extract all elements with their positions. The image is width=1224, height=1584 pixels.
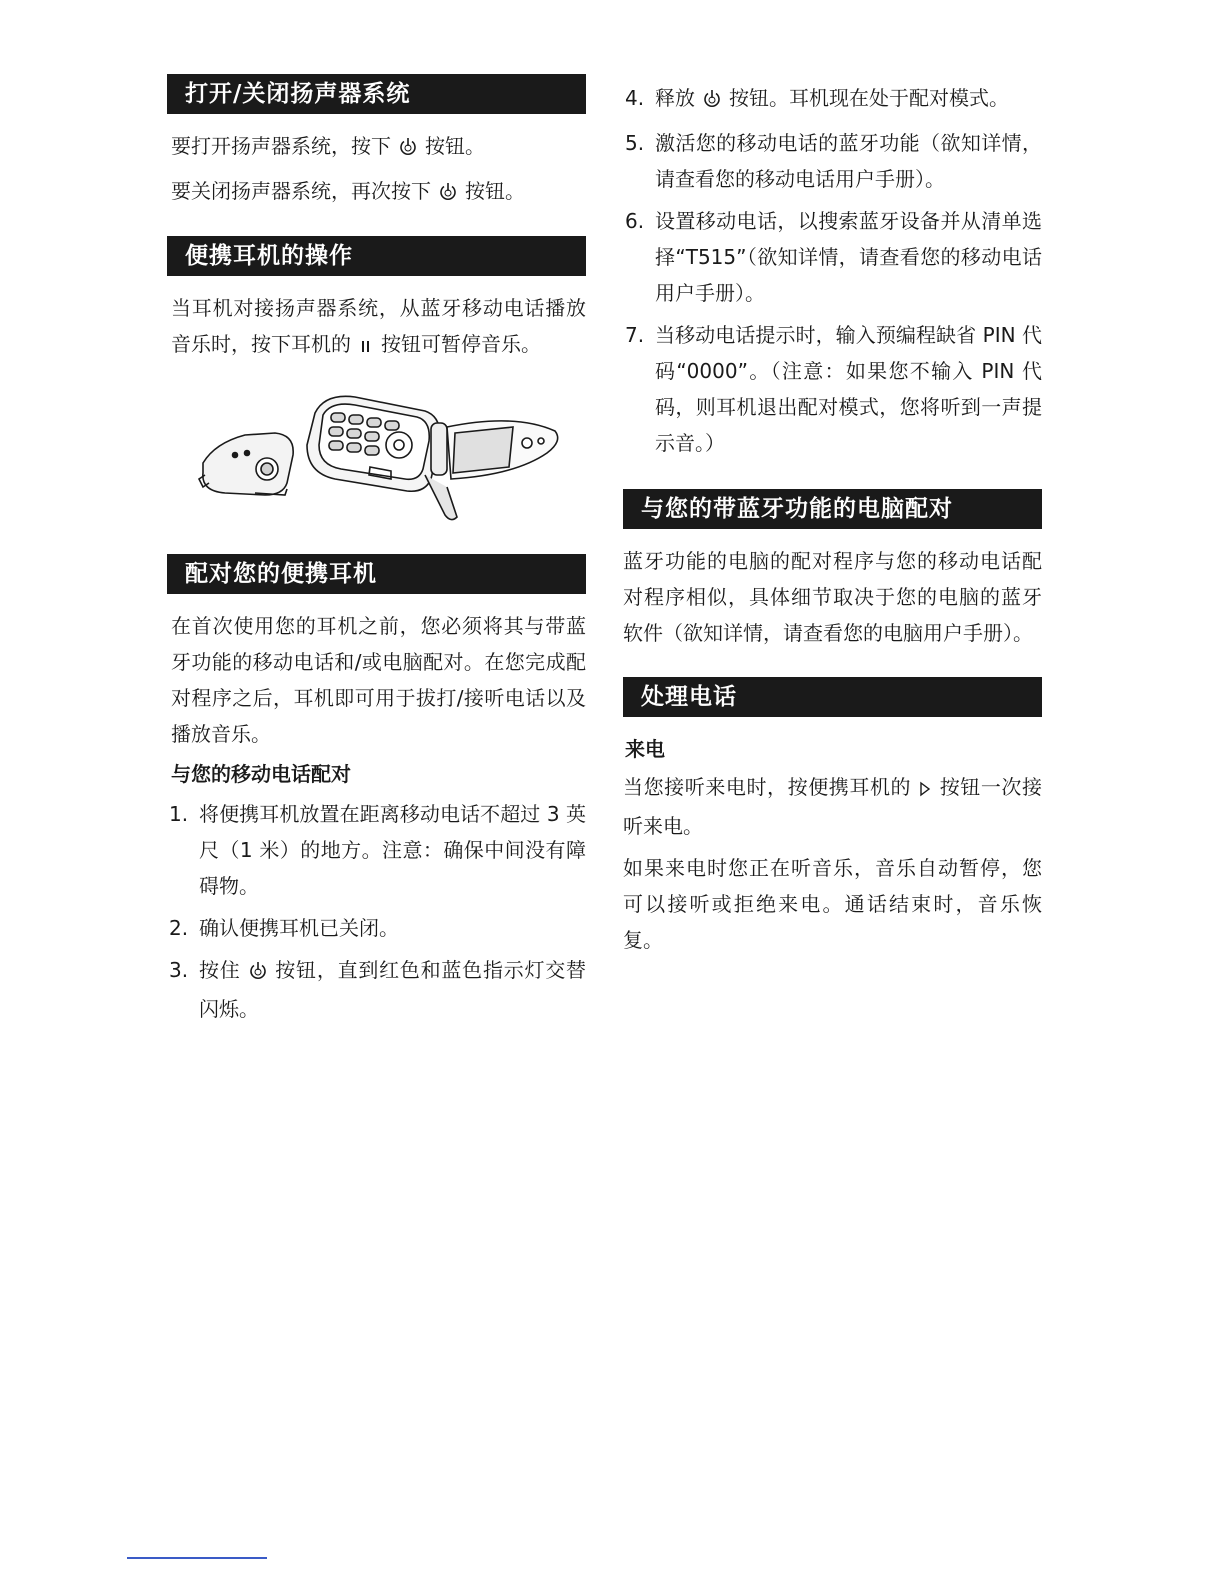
pairing-steps-list [167,796,586,1027]
left-column [167,74,586,1027]
heading-handling-calls: 处理电话 [623,677,1042,717]
heading-pair-computer: 与您的带蓝牙功能的电脑配对 [623,489,1042,529]
subheading-pair-phone: 与您的移动电话配对 [171,762,351,786]
list-item: 6. 设置移动电话，以搜索蓝牙设备并从清单选择“T515”（欲知详情，请查看您的移动电话用户手册）。 [625,209,1042,305]
list-item: 4. 释放 按钮。耳机现在处于配对模式。 [623,80,1042,119]
headset-phone-illustration [167,383,586,528]
pause-icon [359,329,373,365]
heading-pair-headset: 配对您的便携耳机 [167,554,586,594]
power-icon [439,176,457,212]
paragraph-answer-call: 当您接听来电时，按便携耳机的 按钮一次接听来电。 [623,769,1042,844]
paragraph-pause-music: 当耳机对接扬声器系统，从蓝牙移动电话播放音乐时，按下耳机的 按钮可暂停音乐。 [167,290,586,365]
paragraph-turn-off: 要关闭扬声器系统，再次按下 按钮。 [167,173,586,212]
power-icon [703,83,721,119]
right-column [623,74,1042,958]
list-item: 1. 将便携耳机放置在距离移动电话不超过 3 英尺（1 米）的地方。注意：确保中间没有障碍物。 [169,802,586,898]
power-icon [249,955,267,991]
paragraph-music-pause-call: 如果来电时您正在听音乐，音乐自动暂停，您可以接听或拒绝来电。通话结束时，音乐恢复。 [623,856,1042,952]
subheading-incoming-call: 来电 [625,737,665,761]
paragraph-pair-computer: 蓝牙功能的电脑的配对程序与您的移动电话配对程序相似，具体细节取决于您的电脑的蓝牙软件（欲知详情，请查看您的电脑用户手册）。 [623,549,1042,645]
paragraph-turn-on: 要打开扬声器系统，按下 按钮。 [167,128,586,167]
list-item: 2. 确认便携耳机已关闭。 [169,916,399,940]
list-item: 5. 激活您的移动电话的蓝牙功能（欲知详情，请查看您的移动电话用户手册）。 [625,131,1042,191]
power-icon [399,131,417,167]
heading-headset-operation: 便携耳机的操作 [167,236,586,276]
heading-speaker-power: 打开/关闭扬声器系统 [167,74,586,114]
list-item: 7. 当移动电话提示时，输入预编程缺省 PIN 代码“0000”。（注意：如果您不输入 PIN 代码，则耳机退出配对模式，您将听到一声提示音。） [625,323,1042,455]
footer-rule [127,1557,267,1559]
headset-phone-drawing [195,383,565,528]
pairing-steps-continued-list [623,80,1042,461]
list-item: 3. 按住 按钮，直到红色和蓝色指示灯交替闪烁。 [167,952,586,1027]
play-icon [919,772,931,808]
paragraph-pairing-intro: 在首次使用您的耳机之前，您必须将其与带蓝牙功能的移动电话和/或电脑配对。在您完成配对程序之后，耳机即可用于拔打/接听电话以及播放音乐。 [171,614,586,746]
